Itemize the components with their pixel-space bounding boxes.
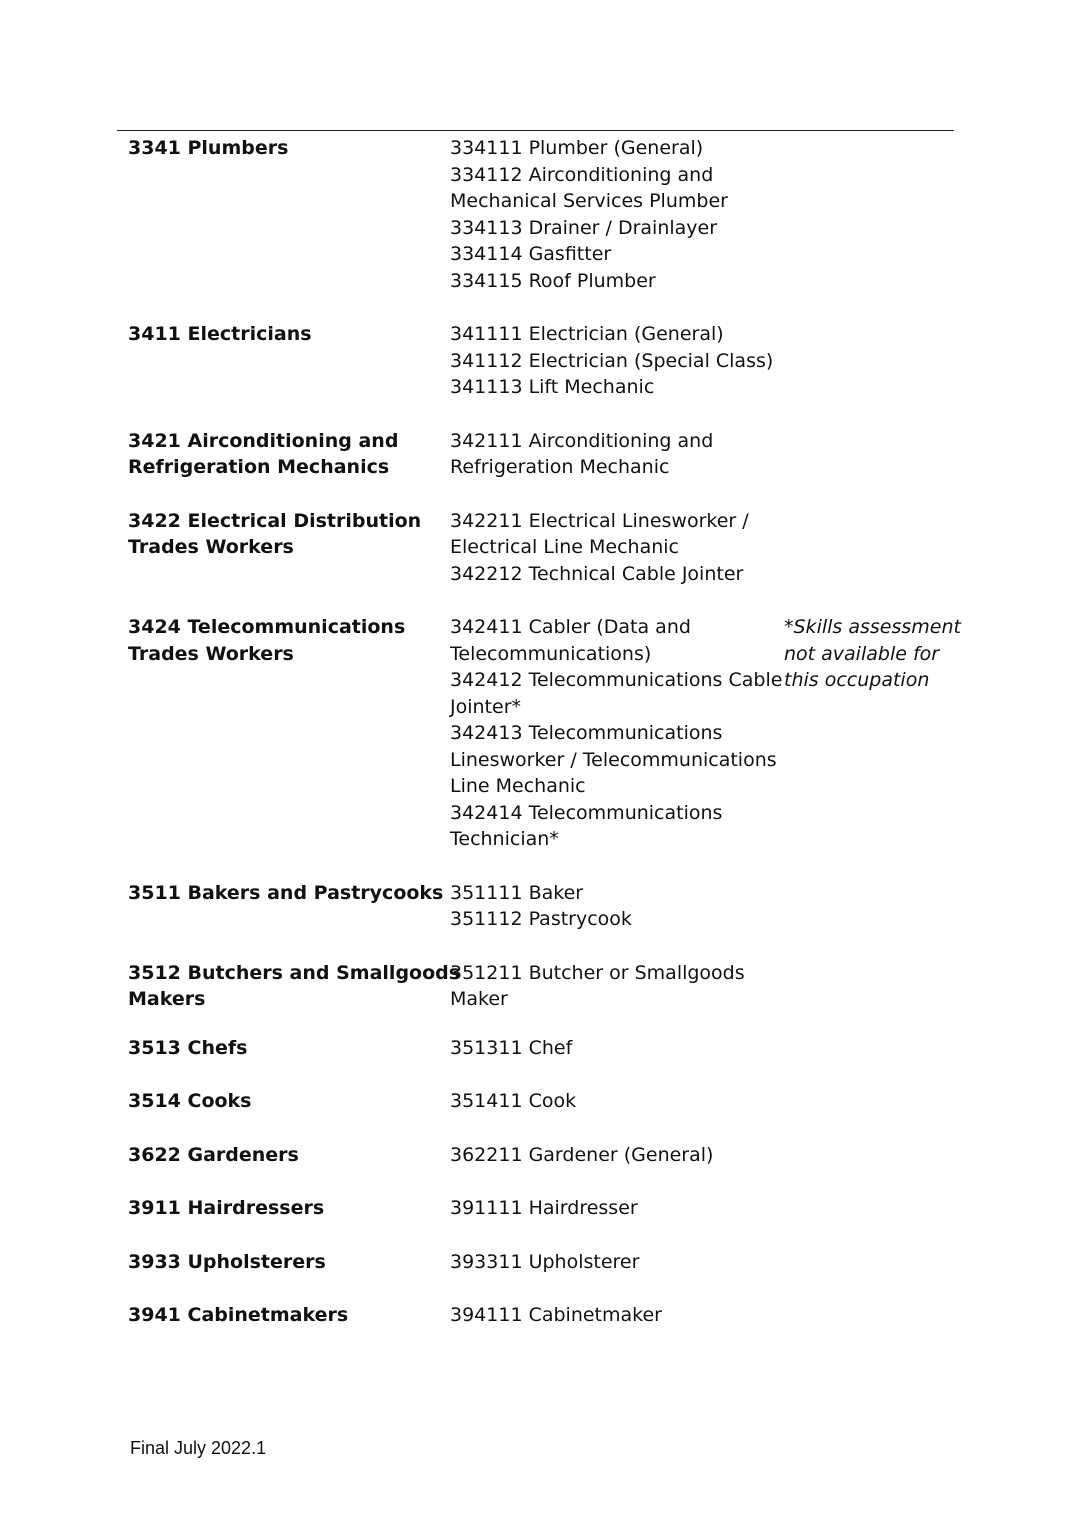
occupation-line: 341113 Lift Mechanic [450,376,655,398]
occupation-line: Telecommunications) [450,642,652,665]
occupation-line: 342211 Electrical Linesworker / [450,509,749,532]
unit-group-name: Makers [128,988,206,1010]
unit-group-cell [128,960,461,1013]
occupation-cell [450,1142,784,1169]
occupation-cell [450,1302,784,1329]
occupation-line: 393311 Upholsterer [450,1250,640,1273]
unit-group-name: 3421 Airconditioning and [128,429,399,452]
unit-group-cell [128,1195,450,1222]
occupation-cell [450,960,784,1013]
occupation-line: Maker [450,988,508,1010]
occupation-line: 342413 Telecommunications [450,722,723,744]
unit-group-cell [128,1035,450,1062]
unit-group-cell [128,1249,450,1276]
unit-group-cell [128,508,450,561]
occupation-line: 334114 Gasfitter [450,243,612,265]
occupation-line: Electrical Line Mechanic [450,536,679,558]
table-row [128,1302,948,1329]
occupation-line: 334112 Airconditioning and [450,163,714,186]
table-row [128,1035,948,1062]
unit-group-name: 3411 Electricians [128,323,312,345]
unit-group-cell [128,1142,450,1169]
occupation-cell [450,1249,784,1276]
occupation-line: 351311 Chef [450,1036,573,1059]
table-row [128,1142,948,1169]
unit-group-name: Trades Workers [128,642,294,665]
unit-group-name: Refrigeration Mechanics [128,456,390,478]
unit-group-cell [128,614,450,667]
occupation-line: Linesworker / Telecommunications [450,748,777,771]
occupation-cell [450,1195,784,1222]
unit-group-name: Trades Workers [128,536,294,558]
occupation-line: 334111 Plumber (General) [450,137,704,159]
table-row [128,321,948,401]
occupation-line: 341112 Electrician (Special Class) [450,349,774,372]
footer-version: Final July 2022.1 [130,1438,267,1458]
skills-assessment-note: not available for [784,642,940,665]
occupation-line: 342212 Technical Cable Jointer [450,562,744,585]
occupation-line: 334115 Roof Plumber [450,269,656,292]
occupation-cell [450,321,784,401]
occupation-line: 351112 Pastrycook [450,908,632,930]
table-row [128,428,948,481]
occupation-line: Mechanical Services Plumber [450,190,728,212]
table-row [128,960,948,1013]
unit-group-name: 3422 Electrical Distribution [128,509,422,532]
unit-group-cell [128,1088,450,1115]
table-row [128,508,948,588]
unit-group-cell [128,135,450,162]
table-row [128,135,948,294]
occupation-line: 351211 Butcher or Smallgoods [450,961,745,984]
occupation-line: 351411 Cook [450,1090,577,1112]
occupation-line: 391111 Hairdresser [450,1197,638,1219]
occupation-cell [450,1088,784,1115]
occupation-table [128,132,961,1329]
occupation-line: 334113 Drainer / Drainlayer [450,216,718,239]
occupation-cell [450,508,784,588]
unit-group-cell [128,321,450,348]
occupation-line: Refrigeration Mechanic [450,456,670,478]
unit-group-cell [128,428,450,481]
table-row [128,1088,948,1115]
occupation-line: Technician* [450,828,559,850]
unit-group-name: 3513 Chefs [128,1036,248,1059]
table-row [128,614,961,853]
skills-assessment-note: this occupation [784,669,930,691]
unit-group-name: 3941 Cabinetmakers [128,1304,349,1326]
occupation-cell [450,614,784,853]
table-row [128,1195,948,1222]
unit-group-name: 3514 Cooks [128,1090,252,1112]
unit-group-name: 3622 Gardeners [128,1143,299,1166]
occupation-line: 342411 Cabler (Data and [450,616,691,638]
unit-group-name: 3341 Plumbers [128,137,289,159]
unit-group-name: 3424 Telecommunications [128,616,406,638]
unit-group-name: 3911 Hairdressers [128,1197,325,1219]
occupation-line: 342412 Telecommunications Cable [450,669,783,691]
note-cell [784,614,961,694]
unit-group-cell [128,880,450,907]
occupation-cell [450,135,784,294]
table-top-rule [117,130,954,131]
occupation-line: 342111 Airconditioning and [450,429,714,452]
unit-group-name: 3511 Bakers and Pastrycooks [128,881,444,904]
skills-assessment-note: *Skills assessment [784,616,961,638]
occupation-line: Jointer* [450,695,521,718]
table-row [128,1249,948,1276]
occupation-cell [450,428,784,481]
table-row [128,880,948,933]
occupation-cell [450,880,784,933]
occupation-line: 342414 Telecommunications [450,801,723,824]
unit-group-cell [128,1302,450,1329]
occupation-line: 341111 Electrician (General) [450,323,724,345]
unit-group-name: 3933 Upholsterers [128,1250,326,1273]
occupation-line: 362211 Gardener (General) [450,1143,714,1166]
occupation-line: Line Mechanic [450,775,586,797]
unit-group-name: 3512 Butchers and Smallgoods [128,961,461,984]
occupation-cell [450,1035,784,1062]
occupation-line: 394111 Cabinetmaker [450,1304,662,1326]
occupation-line: 351111 Baker [450,881,584,904]
